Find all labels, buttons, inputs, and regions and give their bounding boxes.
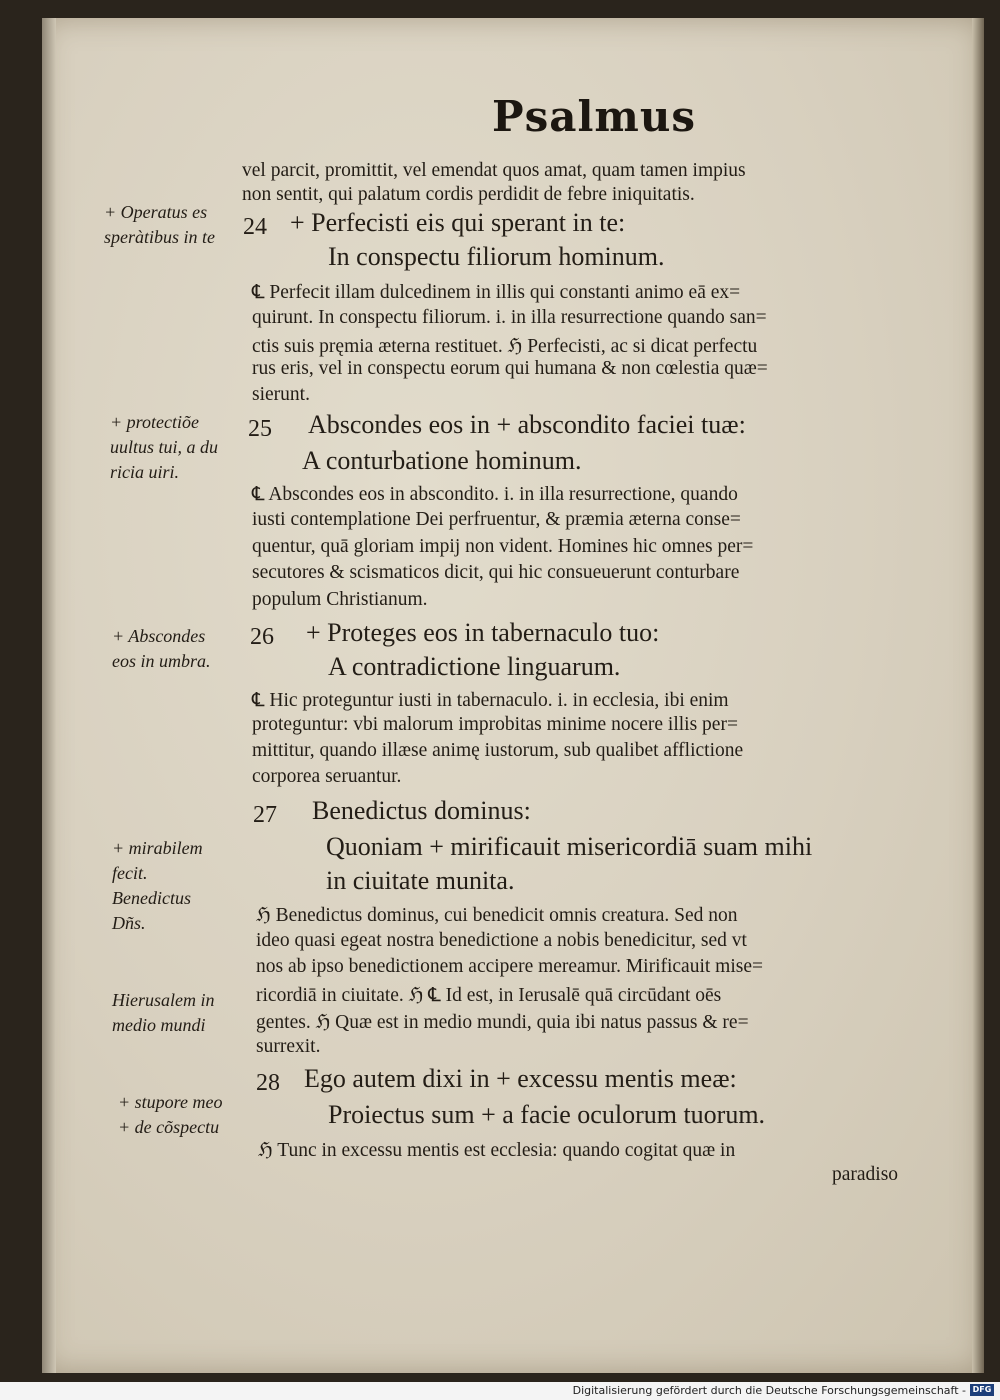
margin-note: Hierusalem in medio mundi (112, 990, 215, 1035)
body-line: vel parcit, promittit, vel emendat quos amat, quam tamen impius (242, 160, 746, 181)
verse-number: 27 (253, 802, 277, 828)
verse-number: 24 (243, 214, 267, 240)
verse-line: Proiectus sum + a facie oculorum tuorum. (328, 1100, 766, 1129)
funding-credit: Digitalisierung gefördert durch die Deutsche Forschungsgemeinschaft - (572, 1384, 966, 1397)
dfg-logo: DFG (970, 1384, 994, 1396)
body-line: gentes. ℌ Quæ est in medio mundi, quia ibi natus passus & re= (256, 1012, 749, 1033)
body-line: ℄ Hic proteguntur iusti in tabernaculo. i. in ecclesia, ibi enim (252, 690, 729, 711)
verse-number: 28 (256, 1070, 280, 1096)
body-line: iusti contemplatione Dei perfruentur, & præmia æterna conse= (252, 509, 741, 530)
verse-number: 26 (250, 624, 274, 650)
verse-line: Abscondes eos in + abscondito faciei tuæ: (308, 410, 746, 439)
body-line: quirunt. In conspectu filiorum. i. in illa resurrectione quando san= (252, 307, 767, 328)
margin-note: + mirabilem fecit. Benedictus Dñs. (112, 838, 203, 933)
verse-line: in ciuitate munita. (326, 866, 515, 895)
body-line: mittitur, quando illæse animę iustorum, sub qualibet afflictione (252, 740, 744, 761)
body-line: nos ab ipso benedictionem accipere mereamur. Mirificauit mise= (256, 956, 763, 977)
body-line: ℄ Perfecit illam dulcedinem in illis qui constanti animo eā ex= (252, 282, 741, 303)
verse-line: Ego autem dixi in + excessu mentis meæ: (304, 1064, 737, 1093)
verse-line: In conspectu filiorum hominum. (328, 242, 665, 271)
catchword: paradiso (832, 1164, 899, 1185)
verse-line: A contradictione linguarum. (328, 652, 621, 681)
body-line: ricordiā in ciuitate. ℌ ℄ Id est, in Ierusalē quā circūdant oēs (256, 985, 722, 1006)
verse-line: A conturbatione hominum. (302, 446, 582, 475)
verse-line: Quoniam + mirificauit misericordiā suam mihi (326, 832, 813, 861)
body-line: surrexit. (256, 1036, 321, 1057)
body-line: non sentit, qui palatum cordis perdidit de febre iniquitatis. (242, 184, 695, 205)
verse-line: + Proteges eos in tabernaculo tuo: (306, 618, 660, 647)
body-line: ideo quasi egeat nostra benedictione a nobis benedicitur, sed vt (256, 930, 747, 951)
verse-number: 25 (248, 416, 272, 442)
body-line: corporea seruantur. (252, 766, 402, 787)
body-line: rus eris, vel in conspectu eorum qui humana & non cœlestia quæ= (252, 358, 768, 379)
body-line: ctis suis pręmia æterna restituet. ℌ Perfecisti, ac si dicat perfectu (252, 336, 758, 357)
running-head: Psalmus (492, 92, 697, 141)
page-edge (972, 18, 984, 1373)
body-line: ℌ Tunc in excessu mentis est ecclesia: quando cogitat quæ in (258, 1140, 736, 1161)
body-line: sierunt. (252, 384, 310, 405)
verse-line: Benedictus dominus: (312, 796, 531, 825)
body-line: proteguntur: vbi malorum improbitas minime nocere illis per= (252, 714, 738, 735)
body-line: quentur, quā gloriam impij non vident. Homines hic omnes per= (252, 536, 754, 557)
margin-note: + Operatus es speràtibus in te (104, 202, 215, 247)
margin-note: + protectiõe uultus tui, a du ricia uiri. (110, 412, 219, 482)
body-line: populum Christianum. (252, 589, 428, 610)
margin-note: + stupore meo + de cõspectu (118, 1092, 223, 1137)
body-line: ℌ Benedictus dominus, cui benedicit omnis creatura. Sed non (256, 905, 738, 926)
page-gutter (42, 18, 56, 1373)
margin-note: + Abscondes eos in umbra. (112, 626, 211, 671)
body-line: secutores & scismaticos dicit, qui hic consueuerunt conturbare (252, 562, 740, 583)
verse-line: + Perfecisti eis qui sperant in te: (290, 208, 626, 237)
body-line: ℄ Abscondes eos in abscondito. i. in illa resurrectione, quando (252, 484, 738, 505)
